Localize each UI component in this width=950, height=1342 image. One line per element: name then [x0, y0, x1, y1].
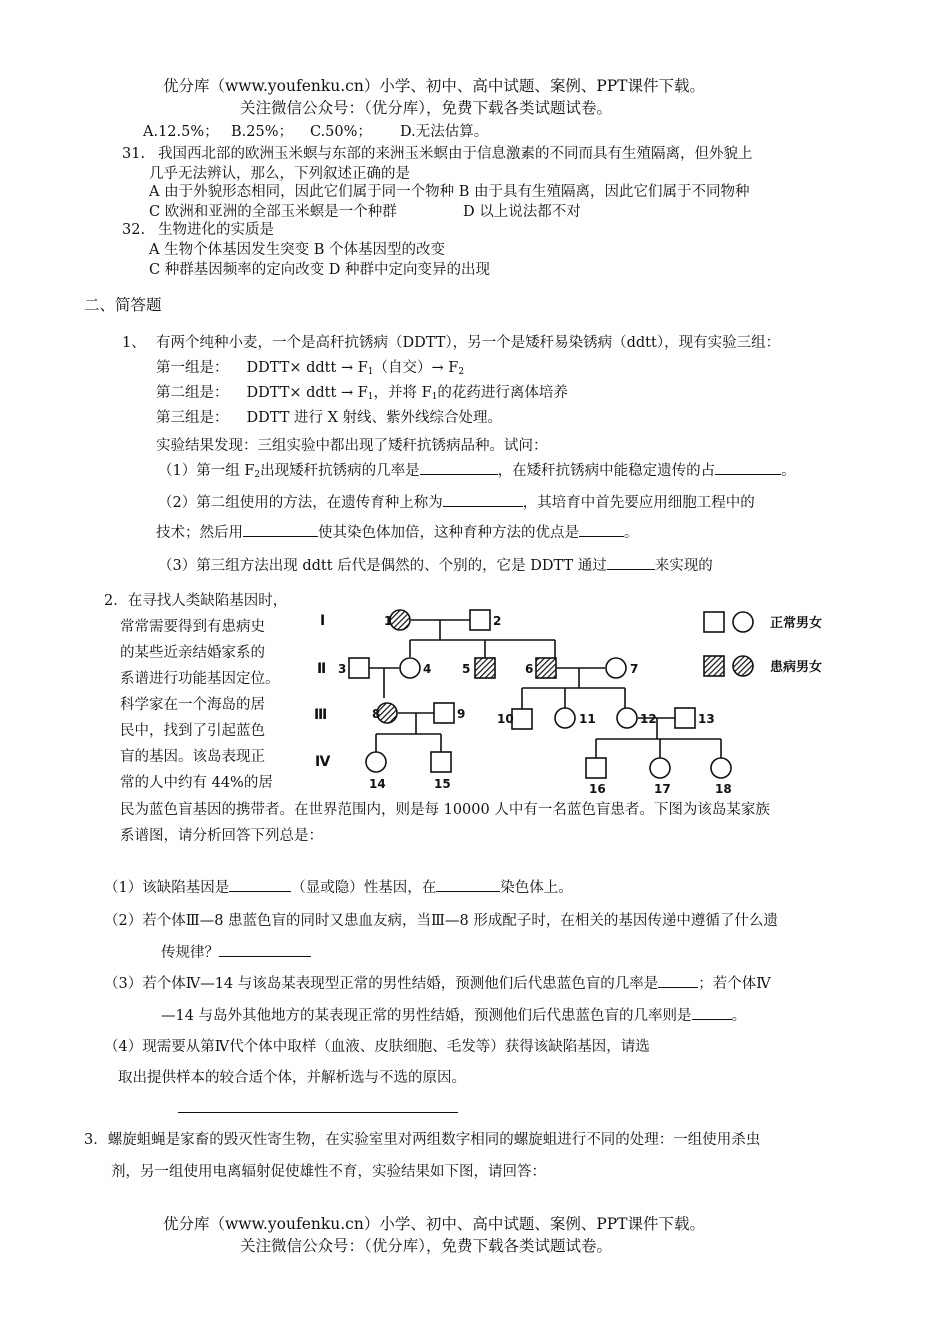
answer-blank[interactable]: [692, 1005, 732, 1020]
answer-blank[interactable]: [443, 492, 523, 507]
individual-number: 11: [579, 712, 596, 726]
p2-d: 使其染色体加倍，这种育种方法的优点是: [318, 525, 579, 541]
sq2-intro-cont: 民为蓝色盲基因的携带者。在世界范围内，则是每 10000 人中有一名蓝色盲患者。下图为该岛某家族: [120, 802, 770, 818]
q30-option-c: C.50%；: [310, 124, 372, 140]
individual-number: 17: [654, 782, 671, 796]
sq2-intro-line: 系谱进行功能基因定位。: [120, 671, 280, 687]
individual-number: 18: [715, 782, 732, 796]
individual-number: 9: [457, 707, 466, 721]
individual-number: 15: [434, 777, 451, 791]
individual-4-normal-female: [400, 658, 420, 678]
p2-b: ，其培育中首先要应用细胞工程中的: [522, 495, 755, 511]
individual-15-normal-male: [431, 752, 451, 772]
group2-then: ，并将 F: [373, 385, 432, 401]
footer-line-2: 关注微信公众号：（优分库），免费下载各类试题试卷。: [240, 1237, 613, 1255]
legend-affected-female-symbol: [733, 656, 753, 676]
group3-label: 第三组是：: [156, 410, 229, 426]
answer-blank[interactable]: [579, 522, 624, 537]
legend-normal-male-symbol: [704, 612, 724, 632]
individual-5-affected-male: [475, 658, 495, 678]
individual-3-normal-male: [349, 658, 369, 678]
generation-label: Ⅳ: [315, 754, 331, 770]
sq1-part2: [158, 492, 755, 513]
group1-selfing: （自交）→ F: [373, 360, 459, 376]
answer-blank[interactable]: [658, 973, 698, 988]
sq2-q2: （2）若个体Ⅲ—8 患蓝色盲的同时又患血友病，当Ⅲ—8 形成配子时，在相关的基因传递中遵循了什么遗: [104, 913, 778, 929]
group2-anther: 的花药进行离体培养: [437, 385, 568, 401]
group3-text: DDTT 进行 X 射线、紫外线综合处理。: [246, 410, 503, 426]
sq2-q4: （4）现需要从第Ⅳ代个体中取样（血液、皮肤细胞、毛发等）获得该缺陷基因，请选: [104, 1039, 650, 1055]
group2-label: 第二组是：: [156, 385, 229, 401]
legend-normal-female-symbol: [733, 612, 753, 632]
individual-number: 14: [369, 777, 386, 791]
individual-12-normal-female: [617, 708, 637, 728]
section-title: 二、简答题: [84, 296, 162, 314]
q3-a: （3）若个体Ⅳ—14 与该岛某表现型正常的男性结婚，预测他们后代患蓝色盲的几率是: [104, 976, 659, 992]
sq1-result: 实验结果发现：三组实验中都出现了矮秆抗锈病品种。试问：: [156, 438, 548, 454]
q1-a: （1）该缺陷基因是: [104, 880, 230, 896]
generation-label: Ⅰ: [320, 613, 326, 629]
individual-number: 4: [423, 662, 432, 676]
sq2-intro-line: 科学家在一个海岛的居: [120, 697, 265, 713]
sq1-group1: [156, 358, 464, 382]
individual-9-normal-male: [434, 703, 454, 723]
individual-number: 13: [698, 712, 715, 726]
p2-a: （2）第二组使用的方法，在遗传育种上称为: [158, 495, 443, 511]
individual-14-normal-female: [366, 752, 386, 772]
q32-number: 32.: [122, 222, 146, 238]
sq2-q4-cont: 取出提供样本的较合适个体，并解析选与不选的原因。: [118, 1070, 466, 1086]
sq1-part3: [158, 555, 713, 576]
sq3-line-1: 3．螺旋蛆蝇是家畜的毁灭性寄生物，在实验室里对两组数字相同的螺旋蛆进行不同的处理：一组使用杀虫: [84, 1132, 761, 1148]
individual-number: 10: [497, 712, 514, 726]
sq2-intro-line: 常常需要得到有患病史: [120, 619, 265, 635]
individual-18-normal-female: [711, 758, 731, 778]
answer-blank[interactable]: [219, 942, 311, 957]
p1-a: （1）第一组 F: [158, 463, 255, 479]
individual-10-normal-male: [512, 709, 532, 729]
answer-blank[interactable]: [420, 460, 498, 475]
footer-line-1: 优分库（www.youfenku.cn）小学、初中、高中试题、案例、PPT课件下载。: [163, 1215, 706, 1233]
q32-options-cd: C 种群基因频率的定向改变 D 种群中定向变异的出现: [149, 262, 491, 278]
subscript-1: 1: [367, 367, 374, 377]
sq2-intro-cont: 系谱图，请分析回答下列总是：: [120, 828, 323, 844]
answer-blank[interactable]: [607, 555, 655, 570]
generation-label: Ⅱ: [317, 661, 327, 677]
individual-11-normal-female: [555, 708, 575, 728]
header-line-1: 优分库（www.youfenku.cn）小学、初中、高中试题、案例、PPT课件下载。: [163, 77, 706, 95]
sq2-intro-line: 常的人中约有 44%的居: [120, 775, 273, 791]
p3-b: 来实现的: [654, 558, 713, 574]
individual-17-normal-female: [650, 758, 670, 778]
individual-number: 8: [372, 707, 381, 721]
individual-7-normal-female: [606, 658, 626, 678]
generation-label: Ⅲ: [314, 707, 328, 723]
individual-13-normal-male: [675, 708, 695, 728]
q31-stem-2: 几乎无法辨认，那么，下列叙述正确的是: [149, 166, 410, 182]
individual-number: 6: [525, 662, 534, 676]
sq1-number: 1、: [122, 335, 146, 351]
individual-number: 5: [462, 662, 471, 676]
p1-c: ，在矮秆抗锈病中能稳定遗传的占: [497, 463, 716, 479]
sq1-stem: 有两个纯种小麦，一个是高秆抗锈病（DDTT），另一个是矮秆易染锈病（ddtt），现有实验三组：: [156, 335, 781, 351]
answer-blank[interactable]: [243, 522, 318, 537]
pedigree-chart: [300, 602, 860, 802]
sq1-part1: [158, 460, 796, 485]
q3-c: —14 与岛外其他地方的某表现正常的男性结婚，预测他们后代患蓝色盲的几率则是: [161, 1008, 692, 1024]
sq1-group3: [156, 408, 502, 428]
subscript-2: 2: [458, 367, 465, 377]
p2-e: 。: [624, 525, 639, 541]
sq1-part2-cont: [156, 522, 639, 543]
individual-number: 1: [384, 614, 393, 628]
q31-stem-1: 我国西北部的欧洲玉米螟与东部的来洲玉米螟由于信息激素的不同而具有生殖隔离，但外貌上: [158, 146, 753, 162]
q2-b: 传规律？: [161, 945, 219, 961]
q31-option-d: D 以上说法都不对: [463, 204, 581, 220]
q30-option-b: B.25%；: [231, 124, 293, 140]
q30-option-a: A.12.5%；: [143, 124, 219, 140]
sq2-intro-line: 2．在寻找人类缺陷基因时，: [104, 593, 288, 609]
individual-number: 16: [589, 782, 606, 796]
q30-option-d: D.无法估算。: [400, 124, 489, 140]
legend-affected-male-symbol: [704, 656, 724, 676]
group1-label: 第一组是：: [156, 360, 229, 376]
q32-options-ab: A 生物个体基因发生突变 B 个体基因型的改变: [149, 242, 445, 258]
sq2-q2-cont: [161, 942, 311, 963]
individual-number: 2: [493, 614, 502, 628]
sq2-intro-line: 盲的基因。该岛表现正: [120, 749, 265, 765]
q31-number: 31.: [122, 146, 146, 162]
individual-16-normal-male: [586, 758, 606, 778]
p1-b: 出现矮秆抗锈病的几率是: [260, 463, 420, 479]
q32-stem: 生物进化的实质是: [158, 222, 274, 238]
individual-1-affected-female: [390, 610, 410, 630]
sq2-intro-line: 的某些近亲结婚家系的: [120, 645, 265, 661]
individual-number: 3: [338, 662, 347, 676]
group2-cross: DDTT× ddtt → F: [246, 385, 368, 401]
header-line-2: 关注微信公众号：（优分库），免费下载各类试题试卷。: [240, 99, 613, 117]
subscript-2: 2: [254, 470, 261, 480]
answer-blank[interactable]: [715, 460, 781, 475]
q3-b: ；若个体Ⅳ: [698, 976, 771, 992]
answer-blank[interactable]: [229, 877, 291, 892]
sq2-q3-cont: [161, 1005, 746, 1026]
sq3-line-2: 剂，另一组使用电离辐射促使雄性不育，实验结果如下图，请回答：: [111, 1164, 546, 1180]
sq1-group2: [156, 383, 568, 407]
answer-blank[interactable]: [436, 877, 500, 892]
p2-c: 技术；然后用: [156, 525, 243, 541]
p1-d: 。: [781, 463, 796, 479]
q1-c: 染色体上。: [500, 880, 573, 896]
q1-b: （显或隐）性基因，在: [291, 880, 437, 896]
q31-option-c: C 欧洲和亚洲的全部玉米螟是一个种群: [149, 204, 397, 220]
subscript-1: 1: [431, 392, 438, 402]
q3-d: 。: [731, 1008, 747, 1024]
group1-cross: DDTT× ddtt → F: [246, 360, 368, 376]
individual-2-normal-male: [470, 610, 490, 630]
individual-6-affected-male: [536, 658, 556, 678]
p3-a: （3）第三组方法出现 ddtt 后代是偶然的、个别的，它是 DDTT 通过: [158, 558, 607, 574]
subscript-1: 1: [367, 392, 374, 402]
legend-affected-label: 患病男女: [770, 660, 823, 675]
q31-options-ab: A 由于外貌形态相同，因此它们属于同一个物种 B 由于具有生殖隔离，因此它们属于不同物种: [149, 184, 750, 200]
individual-number: 7: [630, 662, 639, 676]
sq2-q1: [104, 877, 573, 898]
sq2-q3: [104, 973, 771, 994]
legend-normal-label: 正常男女: [770, 616, 823, 631]
sq2-intro-line: 民中，找到了引起蓝色: [120, 723, 265, 739]
individual-number: 12: [640, 712, 657, 726]
answer-line[interactable]: [178, 1112, 458, 1113]
